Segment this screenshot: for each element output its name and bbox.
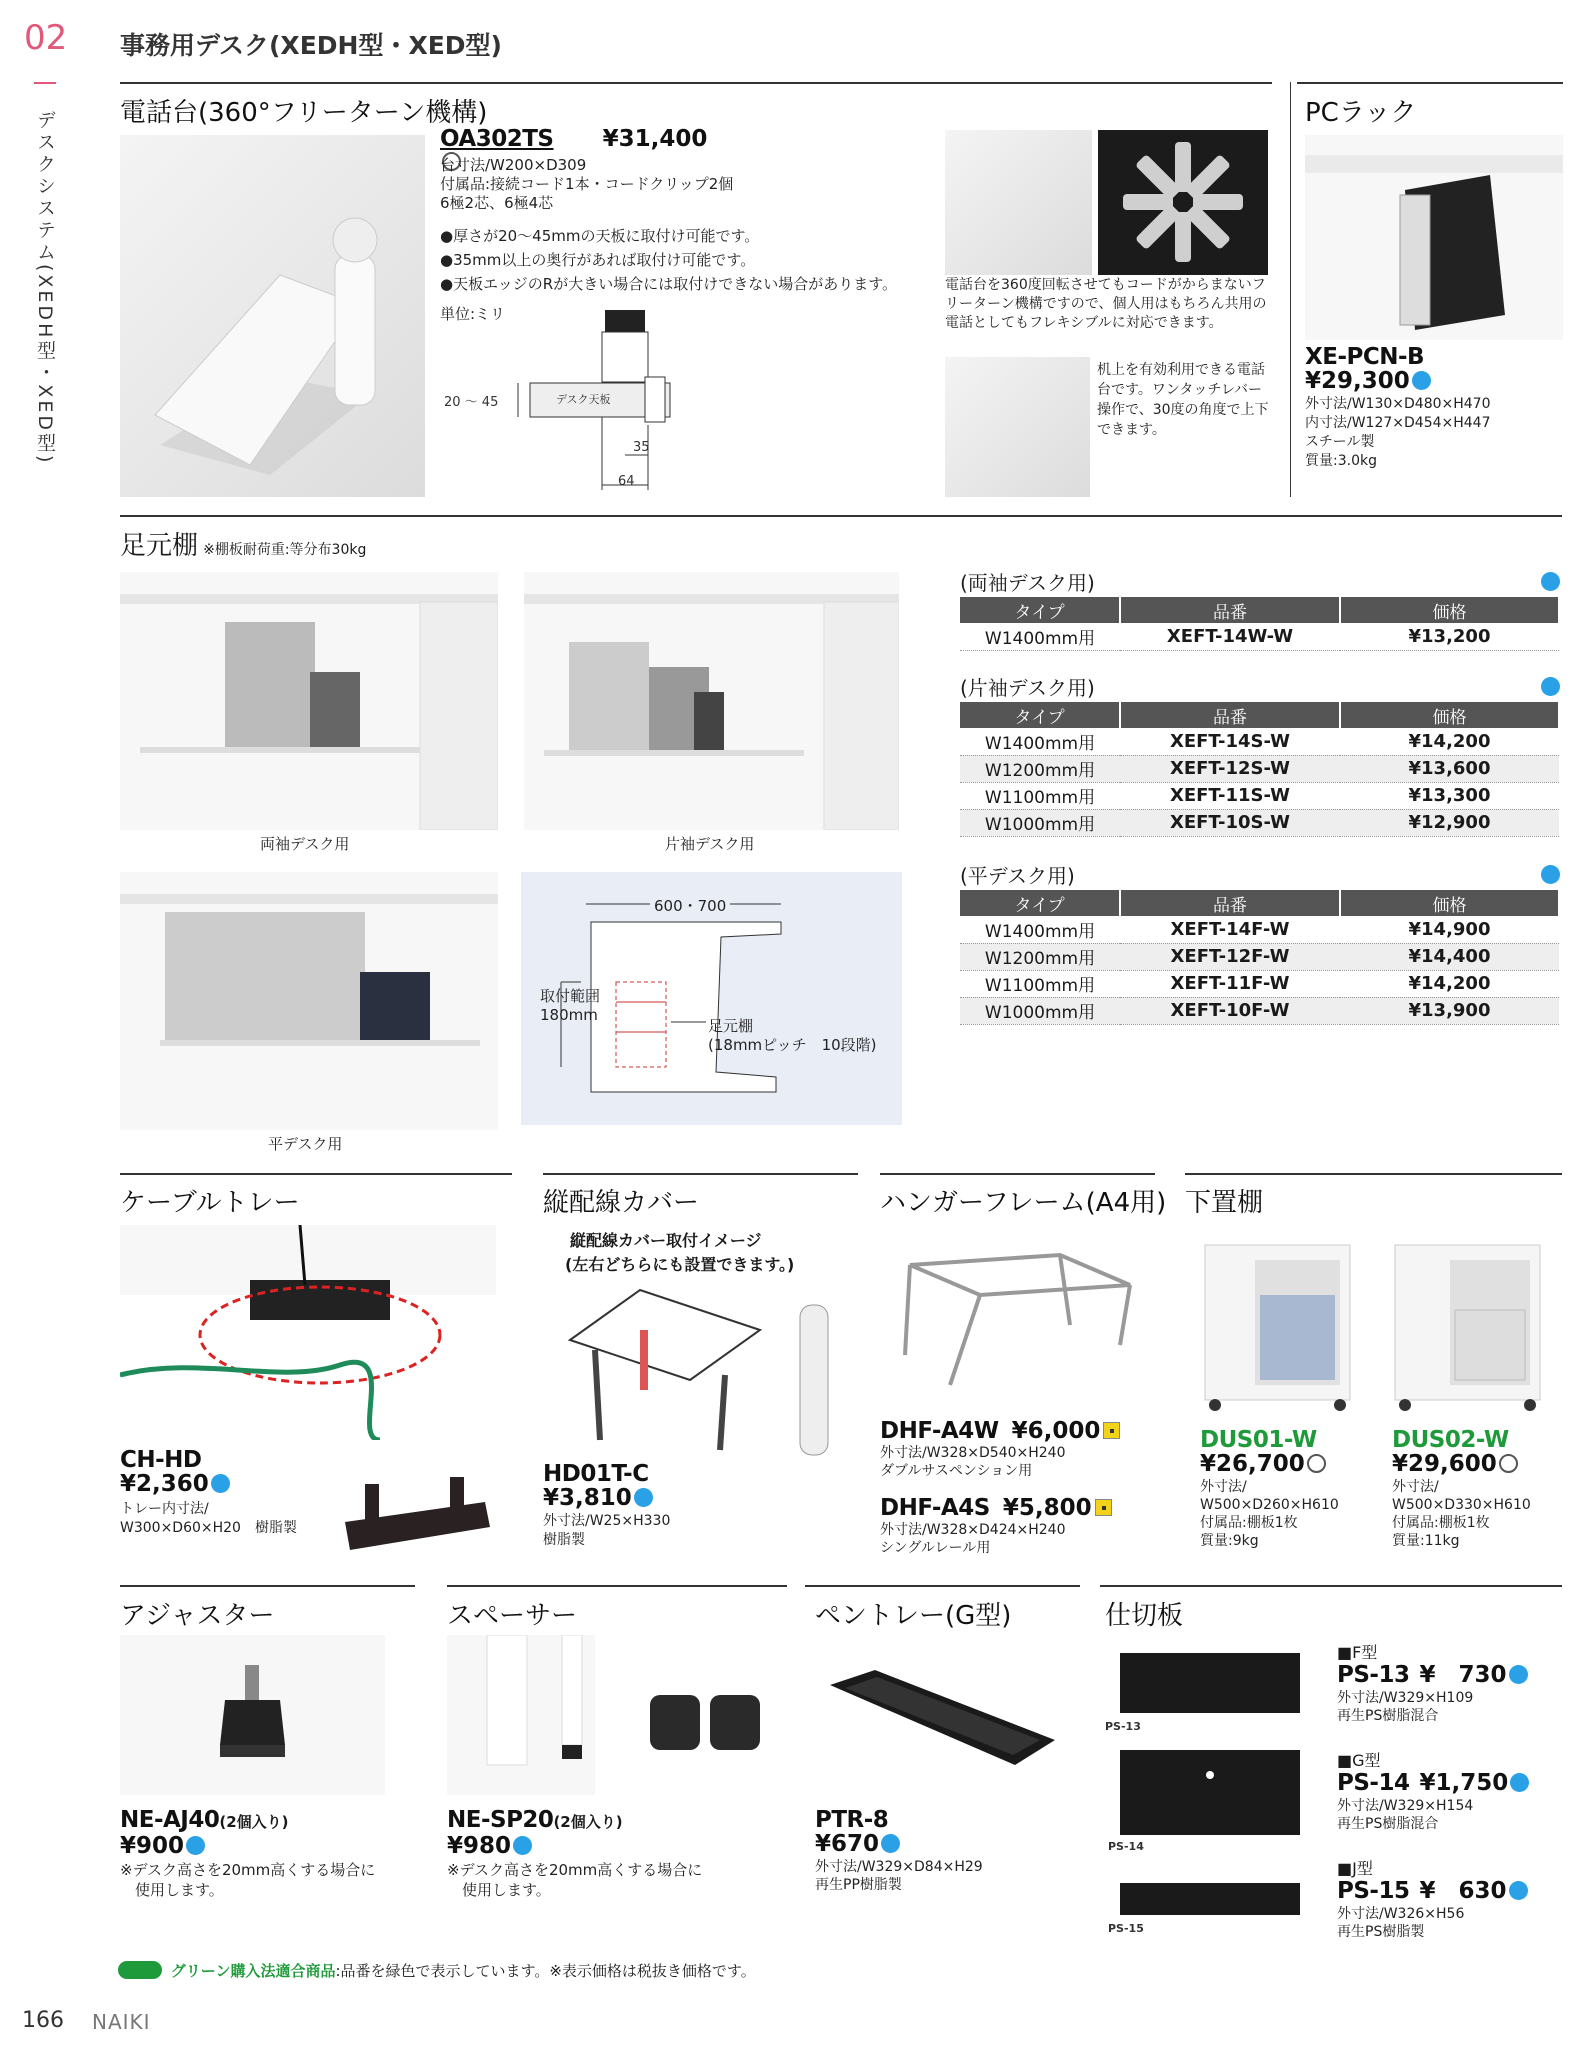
adjuster-qty: (2個入り) — [219, 1813, 289, 1831]
partition-spec-line: 外寸法/W326×H56 — [1337, 1906, 1465, 1922]
pcrack-spec-line: 外寸法/W130×D480×H470 — [1305, 396, 1491, 412]
pentray-price: ¥670 — [815, 1831, 880, 1857]
vcover-title: 縦配線カバー — [543, 1188, 700, 1218]
shelf-note: ※棚板耐荷重:等分布30kg — [203, 542, 367, 558]
table-row — [960, 728, 1559, 755]
standard-mark-icon — [1307, 1454, 1326, 1473]
green-mark-icon — [1509, 1881, 1528, 1900]
vcover-product — [543, 1462, 653, 1512]
cable-price: ¥2,360 — [120, 1471, 209, 1497]
cell-price: ¥12,900 — [1340, 809, 1559, 836]
shelf-caption-single: 片袖デスク用 — [665, 835, 755, 853]
partition-spec-line: 外寸法/W329×H154 — [1337, 1798, 1474, 1814]
under-code: DUS01-W — [1200, 1427, 1317, 1453]
under-spec-line: 質量:9kg — [1200, 1533, 1259, 1549]
phone-stand-icon — [120, 135, 425, 497]
shelf-caption-flat: 平デスク用 — [268, 1135, 343, 1153]
cell-price: ¥13,200 — [1340, 623, 1559, 650]
partition-item-1 — [1337, 1640, 1528, 1725]
shelf-tables — [960, 567, 1560, 1025]
eco-mark-icon — [1095, 1499, 1112, 1516]
cell-type: W1100mm用 — [960, 970, 1120, 997]
pcrack-divider — [1290, 82, 1291, 497]
cell-code: XEFT-14S-W — [1120, 728, 1340, 755]
shelf-title-row — [120, 525, 366, 562]
spacer-icon — [645, 1685, 770, 1755]
partition-image-2 — [1115, 1745, 1305, 1840]
green-mark-icon — [1510, 1773, 1529, 1792]
green-mark-icon — [1509, 1665, 1528, 1684]
hanger-spec-line: 外寸法/W328×D424×H240 — [880, 1522, 1066, 1538]
pcrack-title: PCラック — [1305, 98, 1417, 128]
partition-spec-line: 再生PS樹脂混合 — [1337, 1708, 1439, 1724]
shelf-photo-double — [120, 572, 498, 830]
adjuster-code: NE-AJ40 — [120, 1807, 220, 1833]
partition-label: PS-15 — [1108, 1922, 1144, 1935]
partition-label: PS-13 — [1105, 1720, 1141, 1733]
partition-image-3 — [1115, 1878, 1305, 1920]
col-price: 価格 — [1340, 702, 1559, 728]
partition-image-1 — [1115, 1648, 1305, 1718]
vcover-spec — [543, 1512, 670, 1550]
vcover-price: ¥3,810 — [543, 1485, 632, 1511]
col-type: タイプ — [960, 702, 1120, 728]
adjuster-product — [120, 1808, 375, 1900]
table-label: (両袖デスク用) — [960, 571, 1095, 595]
col-code: 品番 — [1120, 597, 1340, 623]
shelf-diagram-range: 取付範囲 180mm — [540, 987, 601, 1024]
cable-spec-line: トレー内寸法/ — [120, 1501, 209, 1517]
partition-type: ■G型 — [1337, 1751, 1381, 1770]
price-table — [960, 890, 1560, 1025]
hanger-price: ¥5,800 — [1002, 1495, 1092, 1521]
vcover-spec-line: 樹脂製 — [543, 1532, 585, 1548]
partition-type: ■J型 — [1337, 1859, 1373, 1878]
partition-price: ¥ 730 — [1419, 1662, 1507, 1688]
hanger-frame-image — [890, 1235, 1150, 1400]
brand: NAIKI — [92, 2010, 151, 2034]
phone-section-title: 電話台(360°フリーターン機構) — [120, 98, 488, 128]
cabinet-icon — [1200, 1240, 1360, 1415]
pcrack-spec-line: スチール製 — [1305, 434, 1375, 450]
hanger-spec-line: 外寸法/W328×D540×H240 — [880, 1445, 1066, 1461]
pcrack-spec-line: 質量:3.0kg — [1305, 453, 1377, 469]
cable-spec — [120, 1500, 297, 1538]
phone-note: ●厚さが20～45mmの天板に取付け可能です。 — [440, 227, 760, 245]
vcover-diagram — [560, 1280, 850, 1460]
cell-type: W1400mm用 — [960, 728, 1120, 755]
cell-code: XEFT-12F-W — [1120, 943, 1340, 970]
phone-notes — [440, 224, 897, 296]
spacer-code: NE-SP20 — [447, 1807, 554, 1833]
green-mark-icon — [1412, 371, 1431, 390]
cell-type: W1100mm用 — [960, 782, 1120, 809]
rotation-icon — [1098, 130, 1268, 275]
pentray-spec-line: 再生PP樹脂製 — [815, 1877, 902, 1893]
partition-icon — [1115, 1745, 1305, 1840]
cable-rule — [120, 1173, 512, 1175]
cell-price: ¥13,900 — [1340, 997, 1559, 1024]
phone-spec-line: 付属品:接続コード1本・コードクリップ2個 — [440, 175, 734, 193]
shelf-photo-flat — [120, 872, 498, 1130]
green-mark-icon — [513, 1836, 532, 1855]
under-spec-line: 外寸法/ — [1392, 1479, 1439, 1495]
partition-label: PS-14 — [1108, 1840, 1144, 1853]
cell-code: XEFT-12S-W — [1120, 755, 1340, 782]
table-row — [960, 916, 1559, 943]
phone-dim-range: 20 ～ 45 — [444, 395, 499, 410]
partition-price: ¥ 630 — [1419, 1878, 1507, 1904]
cell-code: XEFT-14W-W — [1120, 623, 1340, 650]
phone-price: ¥31,400 — [602, 126, 708, 152]
cell-price: ¥14,200 — [1340, 728, 1559, 755]
cell-type: W1200mm用 — [960, 943, 1120, 970]
hanger-title: ハンガーフレーム(A4用) — [880, 1188, 1167, 1218]
eco-mark-icon — [1103, 1422, 1120, 1439]
under-price: ¥29,600 — [1392, 1451, 1497, 1477]
partition-rule — [1100, 1585, 1562, 1587]
table-row — [960, 782, 1559, 809]
spacer-spec-line: 使用します。 — [447, 1881, 551, 1899]
cable-title: ケーブルトレー — [120, 1188, 300, 1218]
vcover-code: HD01T-C — [543, 1461, 649, 1487]
under-item-1 — [1200, 1428, 1339, 1550]
col-code: 品番 — [1120, 890, 1340, 916]
col-code: 品番 — [1120, 702, 1340, 728]
partition-type: ■F型 — [1337, 1643, 1378, 1662]
cell-code: XEFT-11F-W — [1120, 970, 1340, 997]
green-title: グリーン購入法適合商品 — [170, 1962, 336, 1980]
spacer-qty: (2個入り) — [553, 1813, 623, 1831]
pentray-product — [815, 1808, 983, 1894]
green-mark-icon — [1541, 677, 1560, 696]
cable-tray-item-image — [335, 1472, 495, 1557]
tray-icon — [335, 1472, 495, 1557]
green-purchase-icon — [118, 1961, 162, 1979]
spacer-photo — [447, 1635, 595, 1795]
phone-tilt-photo — [945, 357, 1090, 497]
pcrack-product — [1305, 345, 1431, 395]
phone-spec — [440, 156, 733, 213]
pcrack-photo — [1305, 135, 1563, 340]
pc-icon — [1305, 135, 1563, 340]
shelf-diagram-width: 600・700 — [650, 897, 730, 916]
green-mark-icon — [1541, 572, 1560, 591]
cell-price: ¥13,600 — [1340, 755, 1559, 782]
page-tab: 02 — [24, 18, 68, 58]
spacer-title: スペーサー — [447, 1601, 578, 1631]
phone-note: ●35mm以上の奥行があれば取付け可能です。 — [440, 251, 756, 269]
table-block — [960, 672, 1560, 860]
green-mark-icon — [211, 1474, 230, 1493]
green-mark-icon — [634, 1488, 653, 1507]
under-spec-line: W500×D260×H610 — [1200, 1497, 1339, 1513]
under-spec-line: 付属品:棚板1枚 — [1392, 1515, 1490, 1531]
table-block — [960, 567, 1560, 672]
green-mark-icon — [186, 1836, 205, 1855]
partition-code: PS-14 — [1337, 1770, 1410, 1796]
partition-spec-line: 外寸法/W329×H109 — [1337, 1690, 1474, 1706]
cell-price: ¥14,200 — [1340, 970, 1559, 997]
cell-code: XEFT-11S-W — [1120, 782, 1340, 809]
page-title: 事務用デスク(XEDH型・XED型) — [120, 31, 502, 60]
cable-tray-photo — [120, 1225, 496, 1440]
price-table — [960, 702, 1560, 837]
pentray-image — [815, 1650, 1065, 1790]
cell-price: ¥13,300 — [1340, 782, 1559, 809]
hanger-spec-line: ダブルサスペンション用 — [880, 1463, 1033, 1479]
hanger-price: ¥6,000 — [1011, 1418, 1101, 1444]
cell-type: W1400mm用 — [960, 916, 1120, 943]
under-spec-line: 質量:11kg — [1392, 1533, 1460, 1549]
table-row — [960, 623, 1559, 650]
page-number: 166 — [22, 2008, 64, 2033]
green-mark-icon — [1541, 865, 1560, 884]
under-price: ¥26,700 — [1200, 1451, 1305, 1477]
cable-spec-line: W300×D60×H20 樹脂製 — [120, 1520, 297, 1536]
pcrack-spec — [1305, 395, 1491, 471]
under-spec-line: W500×D330×H610 — [1392, 1497, 1531, 1513]
shelf-title: 足元棚 — [120, 531, 199, 561]
hanger-code: DHF-A4S — [880, 1495, 990, 1521]
pentray-spec-line: 外寸法/W329×D84×H29 — [815, 1859, 983, 1875]
spacer-price: ¥980 — [447, 1833, 512, 1859]
cell-price: ¥14,400 — [1340, 943, 1559, 970]
col-type: タイプ — [960, 597, 1120, 623]
phone-caption-1: 電話台を360度回転させてもコードがからまないフリーターン機構ですので、個人用はもちろん共用の電話としてもフレキシブルに対応できます。 — [945, 277, 1267, 331]
adjuster-spec-line: ※デスク高さを20mm高くする場合に — [120, 1861, 376, 1879]
vcover-spec-line: 外寸法/W25×H330 — [543, 1513, 671, 1529]
pcrack-code: XE-PCN-B — [1305, 344, 1425, 370]
phone-rotation-photo — [1098, 130, 1268, 275]
phone-note: ●天板エッジのRが大きい場合には取付けできない場合があります。 — [440, 275, 898, 293]
cell-code: XEFT-10S-W — [1120, 809, 1340, 836]
pentray-title: ペントレー(G型) — [815, 1601, 1012, 1631]
adjuster-spec-line: 使用します。 — [120, 1881, 224, 1899]
partition-code: PS-13 — [1337, 1662, 1410, 1688]
cabinet-icon — [1390, 1240, 1550, 1415]
col-price: 価格 — [1340, 890, 1559, 916]
partition-code: PS-15 — [1337, 1878, 1410, 1904]
phone-spec-line: 6極2芯、6極4芯 — [440, 194, 554, 212]
adjuster-rule — [120, 1585, 415, 1587]
cell-price: ¥14,900 — [1340, 916, 1559, 943]
under-code: DUS02-W — [1392, 1427, 1509, 1453]
green-mark-icon — [881, 1834, 900, 1853]
pcrack-price: ¥29,300 — [1305, 368, 1410, 394]
side-label: デスクシステム(XEDH型・XED型) — [34, 110, 56, 466]
cell-type: W1000mm用 — [960, 809, 1120, 836]
under-spec-line: 付属品:棚板1枚 — [1200, 1515, 1298, 1531]
standard-mark-icon — [1499, 1454, 1518, 1473]
under-item-2 — [1392, 1428, 1531, 1550]
phone-dim-35: 35 — [633, 440, 650, 455]
col-price: 価格 — [1340, 597, 1559, 623]
partition-icon — [1115, 1878, 1305, 1920]
shelf-diagram-shelf: 足元棚 (18mmピッチ 10段階) — [708, 1017, 877, 1054]
phone-spec-line: 台寸法/W200×D309 — [440, 156, 587, 174]
table-row — [960, 943, 1559, 970]
partition-icon — [1115, 1648, 1305, 1718]
phone-stand-photo — [120, 135, 425, 497]
cable-code: CH-HD — [120, 1447, 202, 1473]
col-type: タイプ — [960, 890, 1120, 916]
cable-product — [120, 1448, 230, 1498]
phone-rule — [120, 82, 1272, 84]
under-rule — [1185, 1173, 1562, 1175]
table-row — [960, 809, 1559, 836]
cell-type: W1400mm用 — [960, 623, 1120, 650]
spacer-rule — [447, 1585, 787, 1587]
green-text: :品番を緑色で表示しています。※表示価格は税抜き価格です。 — [335, 1962, 756, 1980]
table-label: (平デスク用) — [960, 864, 1075, 888]
pcrack-spec-line: 内寸法/W127×D454×H447 — [1305, 415, 1491, 431]
hanger-spec-line: シングルレール用 — [880, 1540, 991, 1556]
partition-price: ¥1,750 — [1419, 1770, 1509, 1796]
hanger-item-2 — [880, 1495, 1112, 1557]
spacer-spec-line: ※デスク高さを20mm高くする場合に — [447, 1861, 703, 1879]
pentray-rule — [805, 1585, 1080, 1587]
phone-dim-64: 64 — [618, 474, 635, 489]
hanger-code: DHF-A4W — [880, 1418, 999, 1444]
adjuster-photo — [120, 1635, 385, 1795]
shelf-photo-single — [524, 572, 899, 830]
table-row — [960, 970, 1559, 997]
vcover-img-sub: (左右どちらにも設置できます。) — [565, 1255, 795, 1274]
page-tab-line — [34, 82, 56, 84]
cell-type: W1000mm用 — [960, 997, 1120, 1024]
under-title: 下置棚 — [1185, 1188, 1264, 1218]
partition-spec-line: 再生PS樹脂製 — [1337, 1924, 1425, 1940]
table-label: (片袖デスク用) — [960, 676, 1095, 700]
partition-title: 仕切板 — [1105, 1601, 1184, 1631]
phone-unit: 単位:ミリ — [440, 305, 506, 323]
pcrack-rule — [1297, 82, 1563, 84]
partition-item-3 — [1337, 1856, 1528, 1941]
shelf-rule — [120, 515, 1562, 517]
adjuster-title: アジャスター — [120, 1601, 275, 1631]
spacer-product — [447, 1808, 702, 1900]
under-spec-line: 外寸法/ — [1200, 1479, 1247, 1495]
cell-type: W1200mm用 — [960, 755, 1120, 782]
phone-code: OA302TS — [440, 126, 554, 152]
frame-icon — [890, 1235, 1150, 1400]
partition-item-2 — [1337, 1748, 1529, 1833]
under-shelf-image-1 — [1200, 1240, 1360, 1415]
footer-note — [118, 1960, 756, 1981]
adjuster-icon — [120, 1635, 385, 1795]
hanger-item-1 — [880, 1418, 1120, 1480]
phone-dim-label: デスク天板 — [556, 393, 611, 406]
phone-caption-2: 机上を有効利用できる電話台です。ワンタッチレバー操作で、30度の角度で上下できます。 — [1097, 362, 1269, 438]
tray-icon — [815, 1650, 1065, 1790]
vcover-rule — [543, 1173, 858, 1175]
under-shelf-image-2 — [1390, 1240, 1550, 1415]
cell-code: XEFT-10F-W — [1120, 997, 1340, 1024]
partition-spec-line: 再生PS樹脂混合 — [1337, 1816, 1439, 1832]
pentray-code: PTR-8 — [815, 1807, 889, 1833]
table-row — [960, 997, 1559, 1024]
adjuster-price: ¥900 — [120, 1833, 185, 1859]
cell-code: XEFT-14F-W — [1120, 916, 1340, 943]
vcover-img-title: 縦配線カバー取付イメージ — [570, 1231, 762, 1250]
spacer-item-image — [645, 1685, 770, 1755]
phone-hand-photo — [945, 130, 1092, 275]
shelf-caption-double: 両袖デスク用 — [260, 835, 350, 853]
table-row — [960, 755, 1559, 782]
price-table — [960, 597, 1560, 651]
table-block — [960, 860, 1560, 1025]
hanger-rule — [880, 1173, 1155, 1175]
